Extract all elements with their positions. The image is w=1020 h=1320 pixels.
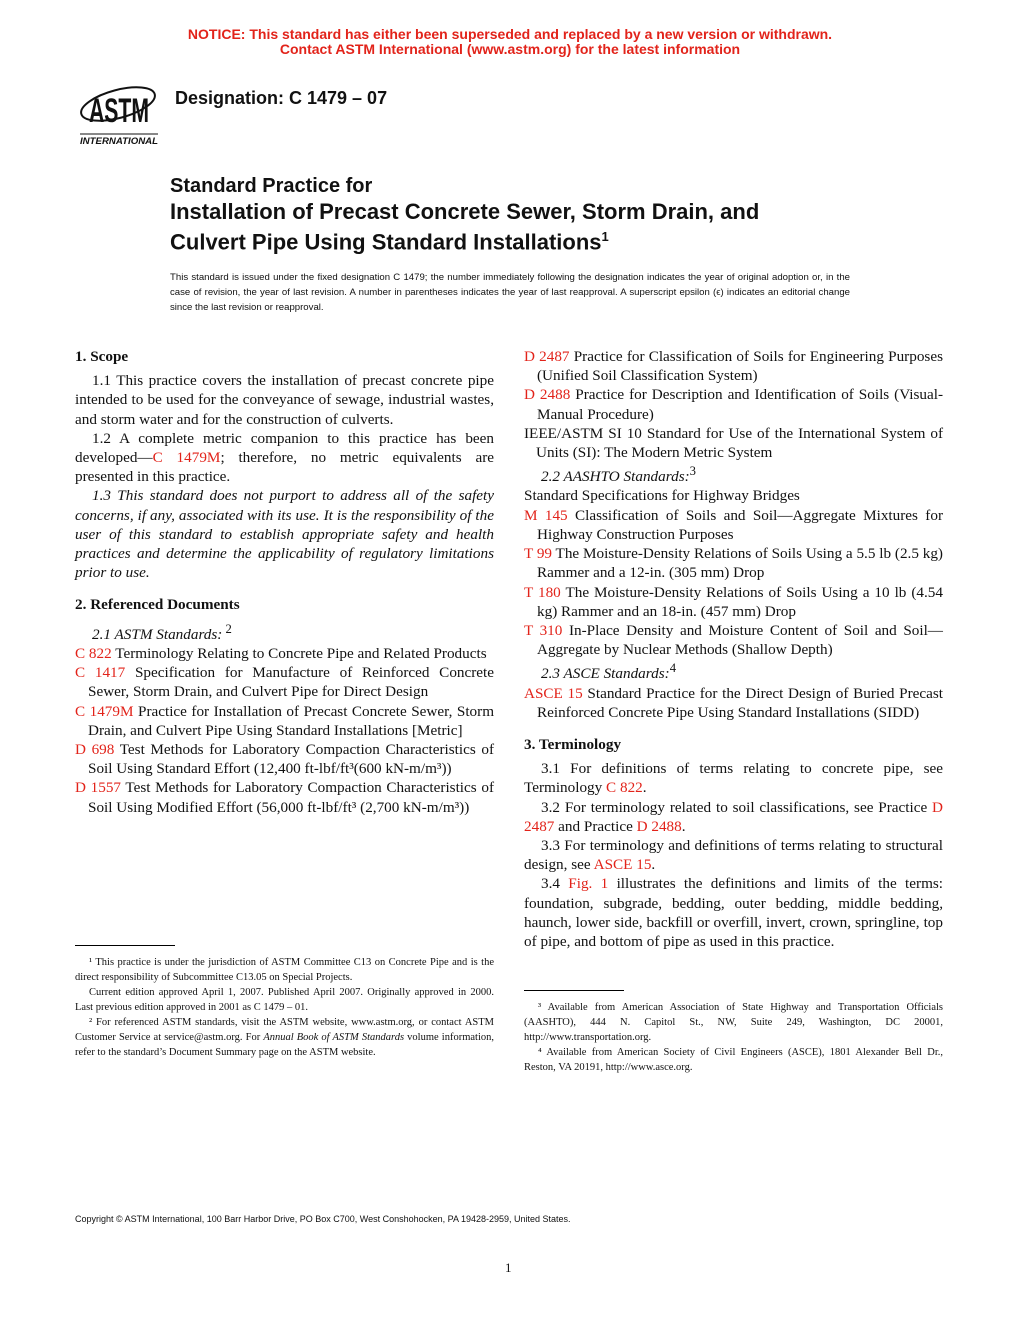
reference-title: The Moisture-Density Relations of Soils Using a 5.5 lb (2.5 kg) Rammer and a 12-in. (305 mm) Drop — [537, 545, 943, 582]
reference-item — [75, 702, 494, 740]
reference-item — [75, 663, 494, 701]
reference-title: Classification of Soils and Soil—Aggregate Mixtures for Highway Construction Purposes — [537, 506, 943, 543]
section-heading-terminology: 3. Terminology — [524, 735, 622, 753]
aashto-title: Standard Specifications for Highway Bridges — [524, 487, 800, 505]
footnotes-left: ¹ This practice is under the jurisdiction of ASTM Committee C13 on Concrete Pipe and is the direct responsibility of Subcommittee C13.05 on Special Projects. Current edition approved April 1, 2007. Published April 2007. Originally approved in 2000. Last previous edition approved in 2001 as C 1479 – 01. ² For referenced ASTM standards, visit the ASTM website, www.astm.org, or contact ASTM Customer Service at service@astm.org. For Annual Book of ASTM Standards volume information, refer to the standard’s Document Summary page on the ASTM website. — [75, 957, 494, 1058]
link-d2488[interactable]: D 2488 — [636, 817, 682, 835]
aashto-standards-label: 2.2 AASHTO Standards:$^3$ — [541, 464, 696, 486]
reference-item — [524, 424, 943, 462]
reference-title: Practice for Classification of Soils for Engineering Purposes (Unified Soil Classification System) — [537, 348, 943, 385]
section-heading-referenced-documents: 2. Referenced Documents — [75, 596, 240, 614]
link-asce15[interactable]: ASCE 15 — [593, 856, 652, 874]
link-d2487[interactable]: D 2487 — [524, 798, 943, 835]
reference-link[interactable]: D 2488 — [524, 386, 571, 404]
asce-reference-list — [524, 684, 943, 722]
reference-item — [524, 583, 943, 621]
reference-link[interactable]: D 1557 — [75, 779, 122, 797]
astm-reference-list — [75, 644, 494, 817]
supersede-notice: NOTICE: This standard has either been superseded and replaced by a new version or withdrawn. Contact ASTM International (www.astm.org) for the latest information — [187, 26, 833, 57]
paragraph-3-3: 3.3 For terminology and definitions of terms relating to structural design, see ASCE 15. — [524, 837, 943, 874]
reference-link[interactable]: C 1479M — [75, 702, 134, 720]
document-title: Standard Practice for Installation of Precast Concrete Sewer, Storm Drain, and Culvert Pipe Using Standard Installations$^1$ — [170, 175, 760, 255]
reference-title: Test Methods for Laboratory Compaction Characteristics of Soil Using Modified Effort (56,000 ft-lbf/ft³ (2,700 kN-m/m³)) — [88, 779, 494, 816]
svg-text:ASTM: ASTM — [89, 92, 149, 130]
reference-item — [75, 740, 494, 778]
copyright: Copyright © ASTM International, 100 Barr Harbor Drive, PO Box C700, West Conshohocken, PA 19428-2959, United States. — [75, 1214, 571, 1224]
reference-link[interactable]: C 1417 — [75, 664, 126, 682]
reference-item — [524, 544, 943, 582]
astm-reference-list-continued — [524, 347, 943, 462]
reference-link[interactable]: C 822 — [75, 644, 112, 662]
paragraph-3-1: 3.1 For definitions of terms relating to concrete pipe, see Terminology C 822. — [524, 760, 943, 797]
issuance-note: This standard is issued under the fixed designation C 1479; the number immediately following the designation indicates the year of original adoption or, in the case of revision, the year of last revision. A number in parentheses indicates the year of last reapproval. A superscript epsilon (ϵ) indicates an editorial change since the last revision or reapproval. — [170, 272, 850, 313]
right-column — [524, 347, 943, 951]
asce-standards-label: 2.3 ASCE Standards:$^4$ — [541, 661, 677, 683]
reference-link[interactable]: M 145 — [524, 506, 568, 524]
reference-title: Test Methods for Laboratory Compaction Characteristics of Soil Using Standard Effort (12,400 ft-lbf/ft³(600 kN-m/m³)) — [88, 740, 495, 778]
reference-item — [75, 778, 494, 816]
astm-logo — [78, 74, 160, 148]
reference-title: Practice for Description and Identification of Soils (Visual-Manual Procedure) — [537, 386, 944, 423]
reference-title: The Moisture-Density Relations of Soils Using a 10 lb (4.54 kg) Rammer and an 18-in. (457 mm) Drop — [537, 583, 943, 620]
reference-item — [524, 347, 943, 385]
reference-link[interactable]: T 99 — [524, 545, 553, 563]
aashto-reference-list — [524, 506, 943, 660]
reference-link[interactable]: T 180 — [524, 583, 561, 601]
reference-title: In-Place Density and Moisture Content of Soil and Soil—Aggregate by Nuclear Methods (Shallow Depth) — [537, 621, 943, 659]
reference-item — [524, 385, 943, 423]
link-fig1[interactable]: Fig. 1 — [568, 875, 609, 893]
link-c1479m[interactable]: C 1479M — [152, 449, 221, 467]
reference-item — [75, 644, 494, 663]
designation: Designation: C 1479 – 07 — [175, 88, 388, 108]
section-heading-scope: 1. Scope — [75, 348, 129, 365]
reference-link[interactable]: ASCE 15 — [524, 684, 583, 702]
footnote-divider — [75, 945, 175, 946]
reference-link[interactable]: D 698 — [75, 740, 115, 758]
footnotes-right: ³ Available from American Association of State Highway and Transportation Officials (AASHTO), 444 N. Capitol St., NW, Suite 249, Washington, DC 20001, http://www.transportation.org. ⁴ Available from American Society of Civil Engineers (ASCE), 1801 Alexander Bell Dr., Reston, VA 20191, http://www.asce.org. — [524, 1002, 943, 1073]
paragraph-1-3: 1.3 This standard does not purport to address all of the safety concerns, if any, associated with its use. It is the responsibility of the user of this standard to establish appropriate safety and health practices and determine the applicability of regulatory limitations prior to use. — [75, 487, 494, 582]
reference-link[interactable]: D 2487 — [524, 348, 570, 365]
paragraph-3-4: 3.4 Fig. 1 illustrates the definitions and limits of the terms: foundation, subgrade, bedding, outer bedding, middle bedding, haunch, lower side, backfill or overfill, invert, crown, springline, top of pipe, and bottom of pipe as used in this practice. — [524, 875, 944, 951]
reference-title: Specification for Manufacture of Reinforced Concrete Sewer, Storm Drain, and Culvert Pipe for Direct Design — [88, 664, 495, 701]
reference-item — [524, 684, 943, 722]
reference-title: Terminology Relating to Concrete Pipe and Related Products — [111, 644, 487, 662]
reference-title: IEEE/ASTM SI 10 Standard for Use of the International System of Units (SI): The Modern Metric System — [524, 424, 943, 462]
paragraph-1-1: 1.1 This practice covers the installation of precast concrete pipe intended to be used for the conveyance of sewage, industrial wastes, and storm water and for the construction of culverts. — [75, 372, 494, 428]
reference-item — [524, 621, 943, 659]
link-c822[interactable]: C 822 — [606, 779, 643, 797]
svg-text:INTERNATIONAL: INTERNATIONAL — [80, 136, 158, 146]
reference-title: Practice for Installation of Precast Concrete Sewer, Storm Drain, and Culvert Pipe Using Standard Installations [Metric] — [88, 702, 495, 739]
paragraph-1-2: 1.2 A complete metric companion to this practice has been developed—C 1479M; therefore, no metric equivalents are presented in this practice. — [75, 429, 494, 486]
footnote-divider — [524, 990, 624, 991]
reference-title: Standard Practice for the Direct Design of Buried Precast Reinforced Concrete Pipe Using Standard Installations (SIDD) — [537, 684, 943, 721]
paragraph-3-2: 3.2 For terminology related to soil classifications, see Practice D 2487 and Practice D 2488. — [524, 798, 943, 835]
page-number: 1 — [505, 1260, 512, 1275]
left-column — [75, 347, 494, 817]
reference-link[interactable]: T 310 — [524, 621, 563, 639]
astm-standards-label: 2.1 ASTM Standards: $^2$ — [92, 621, 232, 643]
reference-item — [524, 506, 943, 544]
